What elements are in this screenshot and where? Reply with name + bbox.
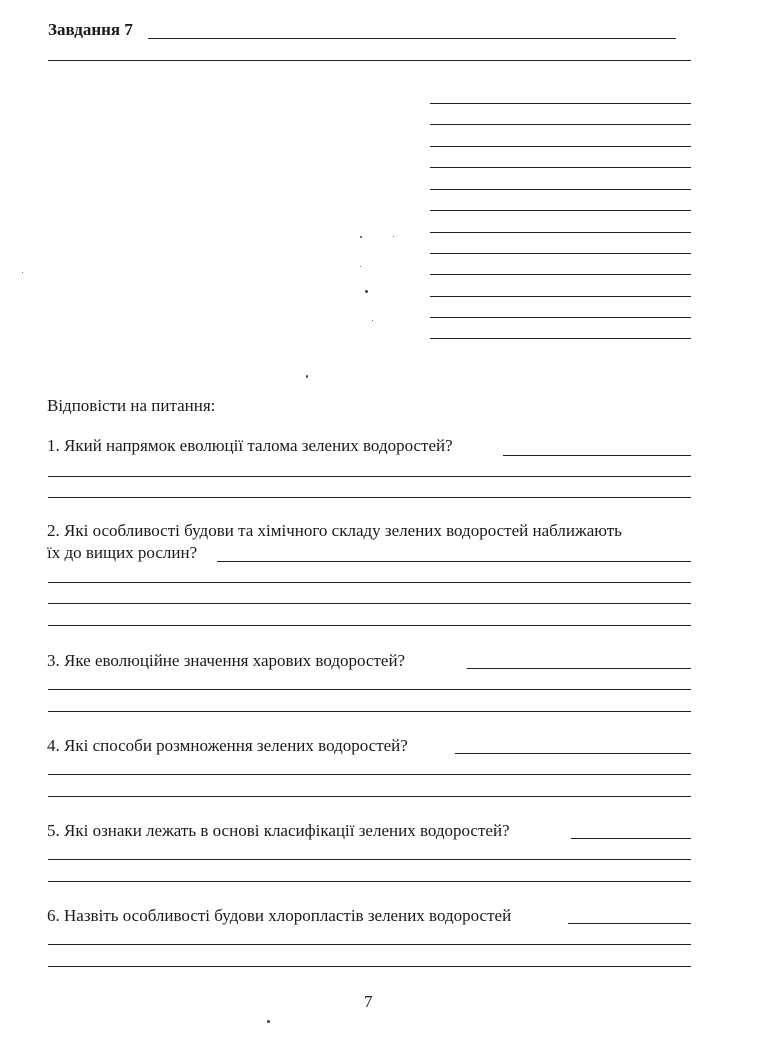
speck [372, 320, 373, 321]
task-title: Завдання 7 [48, 20, 133, 39]
question-text: 2. Які особливості будови та хімічного складу зелених водоростей наближають [47, 521, 622, 540]
label-line[interactable] [430, 124, 691, 125]
answer-line[interactable] [48, 859, 691, 860]
answer-line[interactable] [48, 944, 691, 945]
answer-line[interactable] [48, 966, 691, 967]
answer-line[interactable] [48, 689, 691, 690]
label-line[interactable] [430, 296, 691, 297]
label-line[interactable] [430, 103, 691, 104]
question-text: 3. Яке еволюційне значення харових водоростей? [47, 651, 406, 670]
page-number: 7 [364, 992, 373, 1011]
answer-line[interactable] [48, 582, 691, 583]
answer-line[interactable] [48, 796, 691, 797]
question-text: 5. Які ознаки лежать в основі класифікації зелених водоростей? [47, 821, 510, 840]
answer-line[interactable] [503, 455, 691, 456]
answer-line[interactable] [568, 923, 691, 924]
answer-line[interactable] [48, 497, 691, 498]
speck [22, 272, 23, 273]
label-line[interactable] [430, 274, 691, 275]
label-line[interactable] [430, 189, 691, 190]
answer-line[interactable] [48, 774, 691, 775]
speck [360, 266, 361, 267]
answer-line[interactable] [48, 625, 691, 626]
speck [306, 375, 308, 378]
answer-line[interactable] [48, 603, 691, 604]
speck [360, 236, 362, 238]
answer-line[interactable] [467, 668, 691, 669]
label-line[interactable] [430, 210, 691, 211]
question-text: 4. Які способи розмноження зелених водоростей? [47, 736, 408, 755]
answer-line[interactable] [571, 838, 691, 839]
answer-line[interactable] [48, 711, 691, 712]
answer-line[interactable] [455, 753, 691, 754]
label-line[interactable] [430, 146, 691, 147]
answer-line[interactable] [48, 60, 691, 61]
label-line[interactable] [430, 338, 691, 339]
question-text: 6. Назвіть особливості будови хлоропластів зелених водоростей [47, 906, 512, 925]
speck [393, 236, 394, 237]
answer-line[interactable] [48, 881, 691, 882]
label-line[interactable] [430, 232, 691, 233]
label-line[interactable] [430, 317, 691, 318]
title-answer-line[interactable] [148, 38, 676, 39]
speck [365, 290, 368, 293]
answer-line[interactable] [48, 476, 691, 477]
speck [267, 1020, 270, 1023]
answer-line[interactable] [217, 561, 691, 562]
label-line[interactable] [430, 167, 691, 168]
question-text: 1. Який напрямок еволюції талома зелених водоростей? [47, 436, 453, 455]
instructions: Відповісти на питання: [47, 396, 216, 415]
label-line[interactable] [430, 253, 691, 254]
question-text: їх до вищих рослин? [47, 543, 198, 562]
